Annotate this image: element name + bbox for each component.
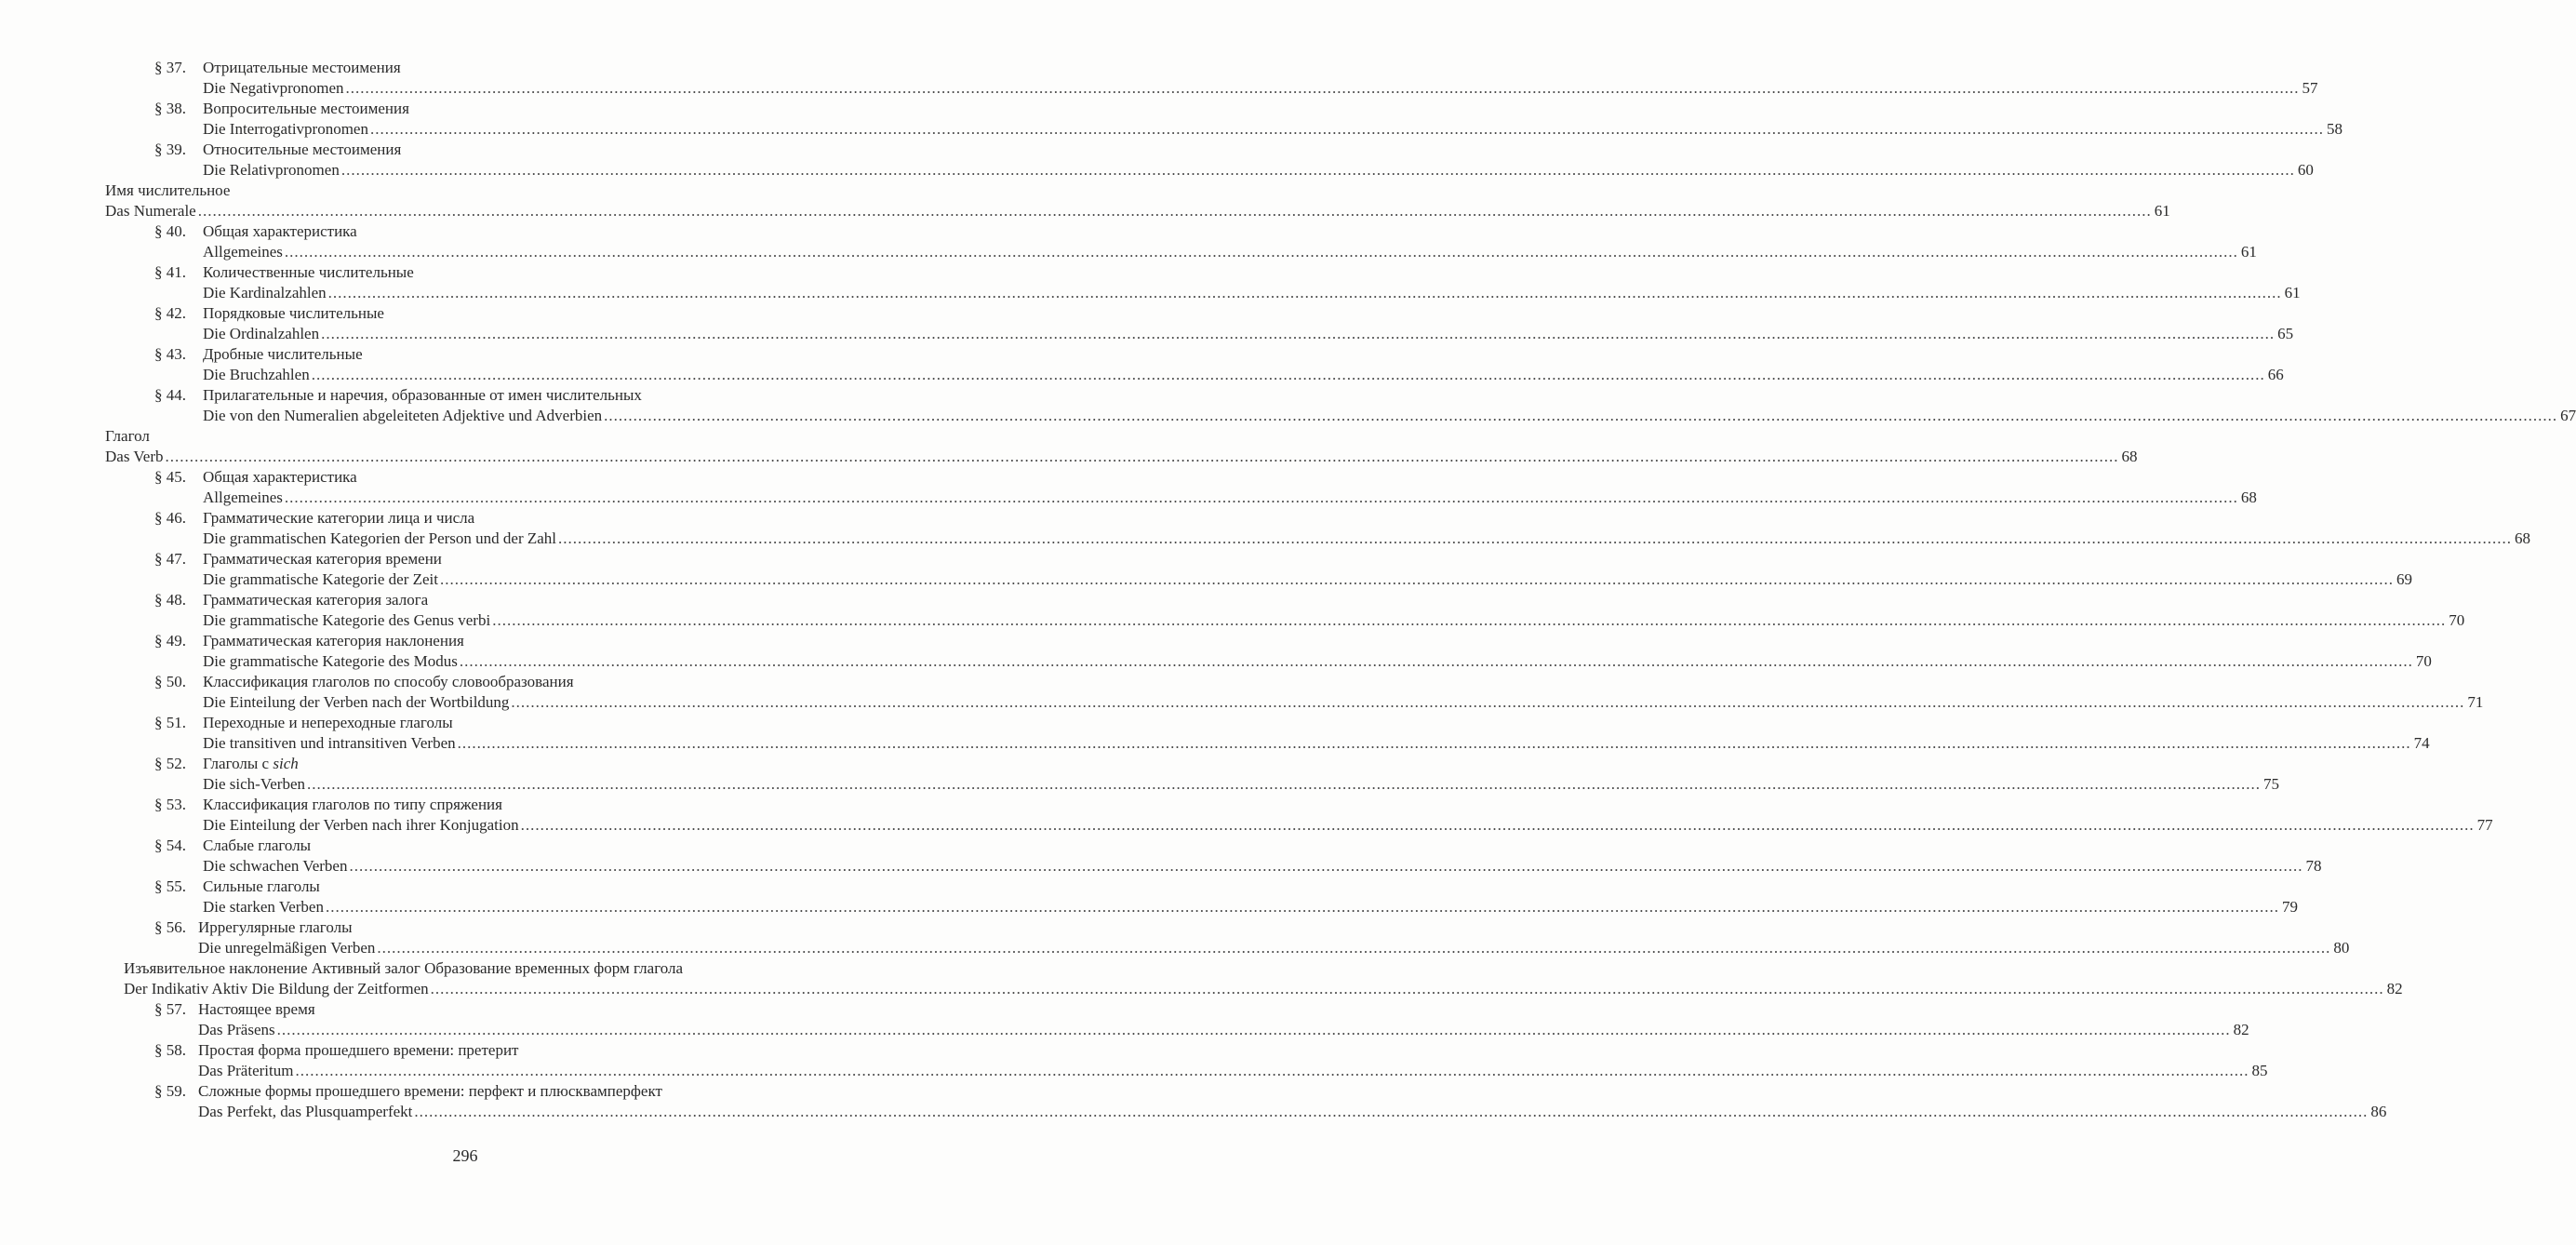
toc-entry <box>0 999 2249 1040</box>
entry-title-de: Die transitiven und intransitiven Verben <box>203 734 456 752</box>
entry-title-de: Die von den Numeralien abgeleiteten Adjektive und Adverbien <box>203 407 603 424</box>
leader-line <box>203 692 2484 713</box>
entry-title-ru: Общая характеристика <box>203 468 357 486</box>
entry-title-row <box>0 221 930 242</box>
entry-title-row <box>0 672 930 692</box>
paragraph-number: § 58. <box>154 1041 186 1059</box>
leader-dots: ................................................................................................................................................................................................................................................................................................................................................................................................................ <box>440 570 2394 588</box>
leader-dots: ................................................................................................................................................................................................................................................................................................................................................................................................................ <box>284 243 2238 261</box>
paragraph-number: § 47. <box>154 550 186 568</box>
entry-title-row <box>0 877 930 897</box>
paragraph-number: § 57. <box>154 1000 186 1018</box>
entry-title-ru: Прилагательные и наречия, образованные от имен числительных <box>203 386 642 404</box>
entry-title-row <box>0 1040 930 1061</box>
entry-title-de: Die Ordinalzahlen <box>203 325 320 342</box>
toc-entry <box>0 631 2432 672</box>
entry-leader-row <box>0 651 2432 672</box>
entry-page-number: 65 <box>2277 325 2294 342</box>
leader-line <box>198 1102 2387 1122</box>
entry-title-row <box>0 836 930 856</box>
leader-dots: ................................................................................................................................................................................................................................................................................................................................................................................................................ <box>276 1021 2231 1038</box>
entry-title-ru: Грамматические категории лица и числа <box>203 509 475 527</box>
leader-line <box>203 78 2318 99</box>
toc-entry <box>0 221 2257 262</box>
paragraph-number: § 37. <box>154 59 186 76</box>
entry-title-row <box>0 590 930 610</box>
entry-leader-row <box>0 447 2138 467</box>
entry-title-row <box>0 958 930 979</box>
entry-page-number: 67 <box>2560 407 2576 424</box>
toc-entry <box>0 262 2301 303</box>
entry-page-number: 82 <box>2233 1021 2249 1038</box>
entry-title-row <box>0 467 930 488</box>
leader-line <box>203 529 2531 549</box>
entry-page-number: 82 <box>2386 980 2403 997</box>
entry-leader-row <box>0 365 2284 385</box>
leader-line <box>203 733 2430 754</box>
leader-dots: ................................................................................................................................................................................................................................................................................................................................................................................................................ <box>321 325 2276 342</box>
entry-page-number: 61 <box>2154 202 2170 220</box>
entry-title-ru: Изъявительное наклонение Активный залог Образование временных форм глагола <box>124 959 684 977</box>
entry-page-number: 79 <box>2281 898 2298 916</box>
paragraph-number: § 45. <box>154 468 186 486</box>
toc-entry <box>0 1040 2268 1081</box>
leader-dots: ................................................................................................................................................................................................................................................................................................................................................................................................................ <box>414 1103 2369 1120</box>
leader-line <box>203 160 2314 181</box>
entry-leader-row <box>0 1061 2268 1081</box>
entry-leader-row <box>0 897 2298 917</box>
entry-title-row <box>0 754 930 774</box>
entry-title-de: Das Verb <box>105 448 164 465</box>
leader-line <box>203 324 2294 344</box>
entry-leader-row <box>0 78 2318 99</box>
entry-leader-row <box>0 569 2412 590</box>
entry-title-ru: Количественные числительные <box>203 263 414 281</box>
toc-chapter <box>0 426 2138 467</box>
entry-leader-row <box>0 242 2257 262</box>
entry-page-number: 74 <box>2413 734 2430 752</box>
entry-title-ru: Слабые глаголы <box>203 837 312 854</box>
leader-line <box>105 201 2170 221</box>
leader-dots: ................................................................................................................................................................................................................................................................................................................................................................................................................ <box>377 939 2331 957</box>
entry-title-ru: Вопросительные местоимения <box>203 100 409 117</box>
toc-entry <box>0 590 2465 631</box>
entry-title-ru: Переходные и непереходные глаголы <box>203 714 453 731</box>
leader-dots: ................................................................................................................................................................................................................................................................................................................................................................................................................ <box>459 652 2413 670</box>
leader-dots: ................................................................................................................................................................................................................................................................................................................................................................................................................ <box>295 1062 2249 1079</box>
entry-title-row <box>0 262 930 283</box>
table-of-contents <box>0 58 2576 1122</box>
entry-page-number: 69 <box>2396 570 2412 588</box>
entry-leader-row <box>0 406 2576 426</box>
leader-line <box>203 488 2257 508</box>
entry-title-de: Die grammatischen Kategorien der Person und der Zahl <box>203 529 557 547</box>
entry-title-ru: Имя числительное <box>105 181 231 199</box>
entry-title-row <box>0 426 930 447</box>
entry-title-ru: Дробные числительные <box>203 345 363 363</box>
leader-dots: ................................................................................................................................................................................................................................................................................................................................................................................................................ <box>369 120 2324 138</box>
entry-title-de: Die sich-Verben <box>203 775 305 793</box>
leader-line <box>203 815 2493 836</box>
entry-title-de: Die grammatische Kategorie des Genus verbi <box>203 611 491 629</box>
entry-page-number: 77 <box>2476 816 2493 834</box>
leader-dots: ................................................................................................................................................................................................................................................................................................................................................................................................................ <box>349 857 2303 875</box>
toc-entry <box>0 140 2314 181</box>
leader-line <box>203 569 2412 590</box>
leader-dots: ................................................................................................................................................................................................................................................................................................................................................................................................................ <box>165 448 2119 465</box>
entry-title-row <box>0 917 930 938</box>
entry-title-de: Die Relativpronomen <box>203 161 340 179</box>
leader-line <box>203 774 2279 795</box>
leader-dots: ................................................................................................................................................................................................................................................................................................................................................................................................................ <box>345 79 2300 97</box>
toc-entry <box>0 508 2531 549</box>
entry-title-de: Die unregelmäßigen Verben <box>198 939 376 957</box>
entry-title-de: Der Indikativ Aktiv Die Bildung der Zeitformen <box>124 980 429 997</box>
toc-entry <box>0 1081 2387 1122</box>
entry-leader-row <box>0 938 2350 958</box>
entry-title-row <box>0 549 930 569</box>
paragraph-number: § 53. <box>154 796 186 813</box>
entry-title-de: Die Bruchzahlen <box>203 366 310 383</box>
entry-page-number: 70 <box>2449 611 2465 629</box>
entry-title-de: Das Präteritum <box>198 1062 294 1079</box>
entry-title-ru: Глагол <box>105 427 150 445</box>
leader-dots: ................................................................................................................................................................................................................................................................................................................................................................................................................ <box>325 898 2279 916</box>
paragraph-number: § 49. <box>154 632 186 649</box>
toc-entry <box>0 672 2484 713</box>
entry-title-row <box>0 1081 930 1102</box>
entry-title-ru: Порядковые числительные <box>203 304 384 322</box>
entry-title-row <box>0 999 930 1020</box>
entry-page-number: 61 <box>2240 243 2257 261</box>
leader-line <box>203 283 2301 303</box>
entry-page-number: 57 <box>2302 79 2318 97</box>
leader-line <box>198 1061 2268 1081</box>
leader-dots: ................................................................................................................................................................................................................................................................................................................................................................................................................ <box>492 611 2447 629</box>
entry-title-ru: Общая характеристика <box>203 222 357 240</box>
entry-page-number: 68 <box>2240 489 2257 506</box>
leader-dots: ................................................................................................................................................................................................................................................................................................................................................................................................................ <box>284 489 2238 506</box>
entry-title-row <box>0 713 930 733</box>
leader-dots: ................................................................................................................................................................................................................................................................................................................................................................................................................ <box>307 775 2261 793</box>
entry-title-de: Die Einteilung der Verben nach der Wortbildung <box>203 693 510 711</box>
entry-page-number: 75 <box>2263 775 2279 793</box>
entry-page-number: 78 <box>2305 857 2322 875</box>
leader-dots: ................................................................................................................................................................................................................................................................................................................................................................................................................ <box>197 202 2152 220</box>
entry-title-ru: Относительные местоимения <box>203 141 402 158</box>
toc-entry <box>0 467 2257 508</box>
toc-entry <box>0 549 2412 590</box>
entry-leader-row <box>0 692 2484 713</box>
entry-page-number: 85 <box>2251 1062 2268 1079</box>
entry-title-de: Die grammatische Kategorie des Modus <box>203 652 458 670</box>
entry-title-ru: Отрицательные местоимения <box>203 59 401 76</box>
entry-leader-row <box>0 733 2430 754</box>
entry-title-de: Allgemeines <box>203 489 283 506</box>
paragraph-number: § 54. <box>154 837 186 854</box>
entry-leader-row <box>0 979 2403 999</box>
toc-entry <box>0 795 2493 836</box>
entry-leader-row <box>0 815 2493 836</box>
entry-leader-row <box>0 1020 2249 1040</box>
leader-line <box>203 119 2342 140</box>
entry-leader-row <box>0 201 2170 221</box>
entry-leader-row <box>0 160 2314 181</box>
entry-leader-row <box>0 610 2465 631</box>
entry-title-row <box>0 99 930 119</box>
entry-title-ru: Классификация глаголов по способу словообразования <box>203 673 574 690</box>
entry-title-ru: Сильные глаголы <box>203 877 320 895</box>
entry-page-number: 68 <box>2515 529 2531 547</box>
entry-title-de: Die grammatische Kategorie der Zeit <box>203 570 438 588</box>
entry-title-ru: Настоящее время <box>198 1000 315 1018</box>
leader-line <box>203 856 2322 877</box>
paragraph-number: § 50. <box>154 673 186 690</box>
entry-leader-row <box>0 529 2531 549</box>
entry-title-row <box>0 795 930 815</box>
entry-title-ru: Простая форма прошедшего времени: претерит <box>198 1041 519 1059</box>
leader-line <box>203 610 2465 631</box>
entry-title-de: Das Präsens <box>198 1021 275 1038</box>
entry-leader-row <box>0 283 2301 303</box>
entry-title-ru: Сложные формы прошедшего времени: перфект и плюсквамперфект <box>198 1082 662 1100</box>
entry-title-ru-wrap <box>203 754 299 774</box>
leader-line <box>203 897 2298 917</box>
entry-leader-row <box>0 856 2322 877</box>
entry-title-de: Die Interrogativpronomen <box>203 120 368 138</box>
entry-leader-row <box>0 324 2294 344</box>
entry-title-de: Das Numerale <box>105 202 196 220</box>
entry-title-row <box>0 303 930 324</box>
page-number: 296 <box>452 1146 478 1165</box>
entry-page-number: 66 <box>2267 366 2284 383</box>
leader-line <box>198 1020 2249 1040</box>
leader-line <box>198 938 2350 958</box>
paragraph-number: § 43. <box>154 345 186 363</box>
toc-entry <box>0 917 2350 958</box>
entry-page-number: 71 <box>2467 693 2484 711</box>
entry-title-row <box>0 58 930 78</box>
entry-title-de: Die Einteilung der Verben nach ihrer Konjugation <box>203 816 519 834</box>
entry-title-ru: Грамматическая категория залога <box>203 591 429 609</box>
paragraph-number: § 46. <box>154 509 186 527</box>
paragraph-number: § 56. <box>154 918 186 936</box>
toc-chapter <box>0 181 2170 221</box>
entry-page-number: 70 <box>2415 652 2432 670</box>
entry-page-number: 80 <box>2333 939 2350 957</box>
entry-title-ru: Классификация глаголов по типу спряжения <box>203 796 502 813</box>
toc-entry <box>0 836 2322 877</box>
paragraph-number: § 41. <box>154 263 186 281</box>
entry-page-number: 61 <box>2284 284 2301 301</box>
entry-title-ru: Иррегулярные глаголы <box>198 918 353 936</box>
leader-dots: ................................................................................................................................................................................................................................................................................................................................................................................................................ <box>558 529 2513 547</box>
paragraph-number: § 44. <box>154 386 186 404</box>
entry-page-number: 68 <box>2121 448 2138 465</box>
paragraph-number: § 39. <box>154 141 186 158</box>
toc-entry <box>0 385 2576 426</box>
paragraph-number: § 48. <box>154 591 186 609</box>
leader-dots: ................................................................................................................................................................................................................................................................................................................................................................................................................ <box>511 693 2465 711</box>
leader-line <box>203 365 2284 385</box>
entry-title-row <box>0 344 930 365</box>
entry-leader-row <box>0 1102 2387 1122</box>
toc-section <box>0 958 2403 999</box>
leader-dots: ................................................................................................................................................................................................................................................................................................................................................................................................................ <box>520 816 2475 834</box>
paragraph-number: § 42. <box>154 304 186 322</box>
entry-title-italic: sich <box>273 755 299 772</box>
leader-dots: ................................................................................................................................................................................................................................................................................................................................................................................................................ <box>430 980 2384 997</box>
leader-dots: ................................................................................................................................................................................................................................................................................................................................................................................................................ <box>604 407 2558 424</box>
entry-title-de: Die Kardinalzahlen <box>203 284 327 301</box>
paragraph-number: § 51. <box>154 714 186 731</box>
entry-title-de: Das Perfekt, das Plusquamperfekt <box>198 1103 413 1120</box>
entry-title-row <box>0 385 930 406</box>
entry-page-number: 60 <box>2297 161 2314 179</box>
entry-title-de: Die starken Verben <box>203 898 324 916</box>
entry-title-de: Die Negativpronomen <box>203 79 344 97</box>
entry-title-de: Die schwachen Verben <box>203 857 348 875</box>
entry-page-number: 86 <box>2370 1103 2387 1120</box>
leader-dots: ................................................................................................................................................................................................................................................................................................................................................................................................................ <box>311 366 2265 383</box>
toc-entry <box>0 754 2279 795</box>
toc-entry <box>0 58 2318 99</box>
paragraph-number: § 40. <box>154 222 186 240</box>
leader-line <box>124 979 2403 999</box>
toc-entry <box>0 877 2298 917</box>
paragraph-number: § 38. <box>154 100 186 117</box>
toc-entry <box>0 344 2284 385</box>
entry-title-row <box>0 181 930 201</box>
leader-line <box>105 447 2138 467</box>
entry-title-row <box>0 631 930 651</box>
leader-line <box>203 406 2576 426</box>
paragraph-number: § 52. <box>154 755 186 772</box>
leader-dots: ................................................................................................................................................................................................................................................................................................................................................................................................................ <box>340 161 2295 179</box>
leader-line <box>203 242 2257 262</box>
entry-title-ru: Грамматическая категория времени <box>203 550 442 568</box>
entry-title-row <box>0 140 930 160</box>
paragraph-number: § 55. <box>154 877 186 895</box>
entry-page-number: 58 <box>2326 120 2342 138</box>
paragraph-number: § 59. <box>154 1082 186 1100</box>
entry-title-ru: Грамматическая категория наклонения <box>203 632 464 649</box>
leader-line <box>203 651 2432 672</box>
leader-dots: ................................................................................................................................................................................................................................................................................................................................................................................................................ <box>457 734 2411 752</box>
entry-leader-row <box>0 119 2342 140</box>
toc-entry <box>0 303 2294 344</box>
entry-title-ru: Глаголы с <box>203 755 270 772</box>
leader-dots: ................................................................................................................................................................................................................................................................................................................................................................................................................ <box>327 284 2282 301</box>
entry-leader-row <box>0 488 2257 508</box>
toc-entry <box>0 99 2342 140</box>
entry-title-row <box>0 508 930 529</box>
entry-leader-row <box>0 774 2279 795</box>
toc-entry <box>0 713 2430 754</box>
entry-title-de: Allgemeines <box>203 243 283 261</box>
